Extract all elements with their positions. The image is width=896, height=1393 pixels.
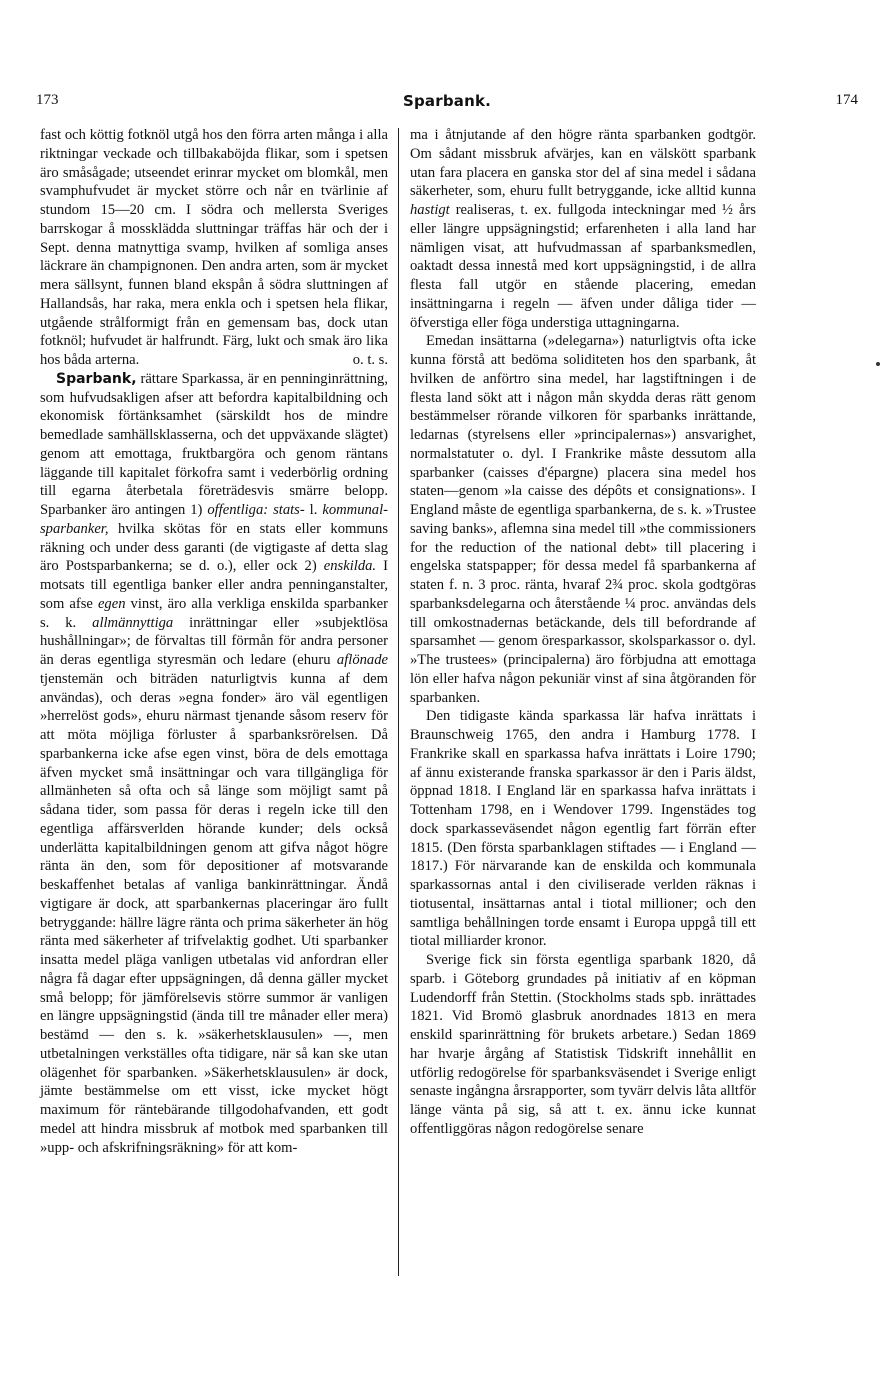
author-signature: o. t. s.: [352, 352, 388, 368]
margin-speck: [876, 362, 880, 366]
paragraph-sweden: Sverige fick sin första egentliga sparbank 1820, då sparb. i Göteborg grundades på initiativ af en köpman Ludendorff från Stettin. (Stockholms stads spb. inrättades 1821. Vid Bromö glasbruk anordnades 1813 en mera enskild sparinrättning för brukets arbetare.) Sedan 1869 har hvarje årgång af Statistisk Tidskrift innehållit en utförlig redogörelse för sparbanksväsendet i Sverige enligt senaste ingångna årsrapporter, som tyvärr delvis låta alltför länge vänta på sig, så att t. ex. ännu icke kunnat offentliggöras någon redogörelse senare: [410, 952, 756, 1137]
right-column: [410, 126, 756, 1139]
column-divider: [398, 128, 399, 1276]
paragraph-continuation: fast och köttig fotknöl utgå hos den förra arten många i alla riktningar veckade och tillbakaböjda flikar, som i spetsen äro småsågade; utseendet erinrar mycket om blomkål, men svamphufvudet är mycket större och når en tvärlinie af stundom 15—20 cm. I södra och mellersta Sveriges barrskogar å mossklädda sluttningar träffas här och der i Sept. denna matnyttiga svamp, hvilken af somliga anses läckrare än champignonen. Den andra arten, som är mycket mera sällsynt, funnen bland ekspån å södra sluttningen af Hallandsås, har raka, mera enkla och i spetsen hela flikar, utgående strålformigt från en gemensam bas, dock utan fotknöl; hufvudet är halfrundt. Färg, lukt och smak äro lika hos båda arterna. o. t. s.: [40, 127, 388, 368]
paragraph-continuation: ma i åtnjutande af den högre ränta sparbanken godtgör. Om sådant missbruk afvärjes, kan en välskött sparbank utan fara placera en ganska stor del af sina medel i sådana säkerheter, som, ehuru fullt betryggande, icke alltid kunna hastigt realiseras, t. ex. fullgoda inteckningar med ½ års eller längre uppsägningstid; erfarenheten i alla land har nämligen visat, att hufvudmassan af sparbanksmedlen, oaktadt dessa innestå med kort uppsägningstid, i de allra flesta fall utgör en stående placering, emedan insättningarna i regeln — äfven under dåliga tider — öfverstiga eller föga understiga uttagningarna.: [410, 127, 756, 331]
paragraph-history: Den tidigaste kända sparkassa lär hafva inrättats i Braunschweig 1765, den andra i Hamburg 1778. I Frankrike skall en sparkassa hafva inrättats i Loire 1790; af ännu existerande franska sparkassor är den i Paris äldst, öppnad 1818. I England lär en sparkassa hafva inrättats i Tottenham 1798, en i Wendover 1799. Ingenstädes tog dock sparkasseväsendet någon egentlig fart förrän efter 1815. (Den första sparbanklagen stiftades — i England — 1817.) För närvarande kan de enskilda och kommunala sparkassornas antal i den civiliserade verlden räknas i tiotusental, insättarnas antal i tiotal millioner; och den samtliga behållningen torde ensamt i Europa uppgå till ett tiotal milliarder kronor.: [410, 708, 756, 950]
page-header: [36, 92, 858, 116]
left-column: [40, 126, 388, 1157]
entry-sparbank: Sparbank, rättare Sparkassa, är en penninginrättning, som hufvudsakligen afser att befordra kapitalbildning och ekonomisk förtänksamhet (särskildt hos de mindre bemedlade samhällsklasserna, och det uppväxande slägtet) genom att emottaga, fruktbargöra och genom räntans läggande till kapitalet förkofra samt i vederbörlig ordning till egarna återbetala företrädesvis smärre belopp. Sparbanker äro antingen 1) offentliga: stats- l. kommunal-sparbanker, hvilka skötas för en stats eller kommuns räkning och under dess garanti (de vigtigaste af detta slag äro Postsparbankerna; se d. o.), eller ock 2) enskilda. I motsats till egentliga banker eller andra penninganstalter, som afse egen vinst, äro alla verkliga enskilda sparbanker s. k. allmännyttiga inrättningar eller »subjektlösa hushållningar»; de förvaltas till förmån för andra personer än deras egentliga styresmän och ledare (ehuru aflönade tjenstemän och biträden naturligtvis kunna af dem användas), och deras »egna fonder» äro väl egentligen »herrelöst gods», ehuru närmast tjenande såsom reserv för att möta möjliga förluster å sparbanksrörelsen. Då sparbankerna icke afse egen vinst, böra de dels emottaga äfven mycket små insättningar och vara tillgängliga för allmänheten så ofta och så länge som möjligt samt på sådana tider, som passa för deras i regeln icke till den egentliga affärsverlden hörande kunder; dels också underlätta kapitalbildningen genom att gifva något högre ränta än den, som för depositioner af motsvarande beskaffenhet betalas af vanliga bankinrättningar. Ändå vigtigare är dock, att sparbankernas placeringar äro fullt betryggande: hällre lägre ränta och prima säkerheter än hög ränta med säkerheter af trifvelaktig godhet. Uti sparbanker insatta medel pläga vanligen utbetalas vid anfordran eller några få dagar efter uppsägningen, då denna gäller mycket små belopp; för jämförelsevis större summor är vanligen en längre uppsägningstid (ända till tre månader eller mera) bestämd — den s. k. »säkerhetsklausulen» —, men utbetalningen verkställes ofta tidigare, när så kan ske utan olägenhet för sparbanken. »Säkerhetsklausulen» är dock, jämte bestämmelse om ett visst, icke mycket högt maximum för räntebärande tillgodohafvanden, ett godt medel att hindra missbruk af motbok med sparbanken till »upp- och afskrifningsräkning» för att kom-: [40, 370, 389, 1156]
page-number-right: 174: [835, 92, 858, 108]
running-title: Sparbank.: [402, 92, 492, 110]
entry-headword: Sparbank,: [56, 370, 137, 387]
page-number-left: 173: [36, 92, 59, 108]
paragraph-legislation: Emedan insättarna (»delegarna») naturligtvis ofta icke kunna förstå att bedöma soliditeten hos den sparbank, åt hvilken de anförtro sina medel, har lagstiftningen i de flesta land sökt att i någon mån skydda deras rätt genom bestämmelser rörande vilkoren för sparbanks inrättande, ledarnas (styrelsens eller »principalernas») ansvarighet, normalstatuter o. dyl. I Frankrike måste dessutom alla sparbanker (caisses d'épargne) placera sina medel hos staten—genom »la caisse des dépôts et consignations». I England måste de egentliga sparbankerna, de s. k. »Trustee saving banks», aflemna sina medel till »the commissioners for the reduction of the national debt» till placering i engelska statspapper; för dessa medel få sparbankerna af staten f. n. 3 proc. ränta, hvaraf 2¾ proc. skola godtgöras sparbanksdelegarna och återstående ¼ proc. användas dels till omkostnadernas betäckande, dels till befordrande af sparsamhet — genom öresparkassor, skolsparkassor o. dyl. »The trustees» (principalerna) äro förbjudna att emottaga lön eller hafva någon pekuniär vinst af sina åtgöranden för sparbanken.: [410, 333, 756, 706]
